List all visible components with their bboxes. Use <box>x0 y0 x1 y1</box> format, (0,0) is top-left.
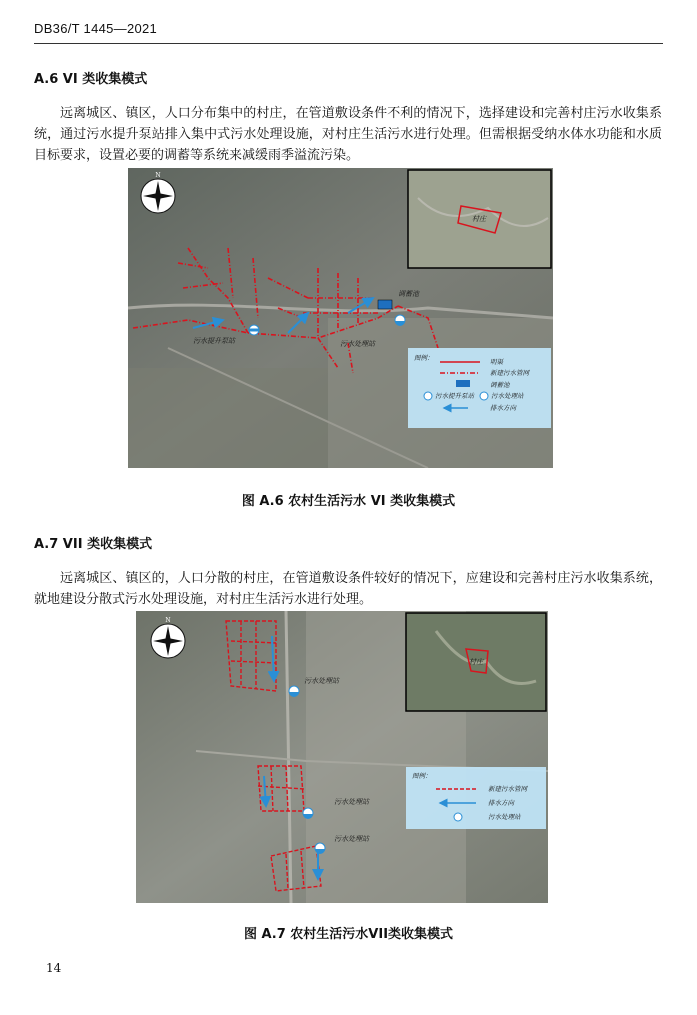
figure-a6-map <box>128 168 553 468</box>
svg-text:调蓄池: 调蓄池 <box>490 381 510 389</box>
pump-label: 污水提升泵站 <box>193 337 235 345</box>
figure-a7-caption: 图 A.7 农村生活污水VII类收集模式 <box>243 927 454 942</box>
svg-text:排水方向: 排水方向 <box>490 404 516 412</box>
svg-text:村庄: 村庄 <box>469 658 483 666</box>
svg-text:污水处理站: 污水处理站 <box>488 813 521 821</box>
inset-map <box>406 613 546 711</box>
storage-label: 调蓄池 <box>398 290 419 298</box>
svg-text:图例：: 图例： <box>414 354 434 362</box>
svg-text:N: N <box>165 617 171 624</box>
figure-a6-caption: 图 A.6 农村生活污水 VI 类收集模式 <box>241 494 456 509</box>
treatment-plant-icon <box>395 315 405 326</box>
pump-station-icon <box>249 325 259 335</box>
svg-text:新建污水管网: 新建污水管网 <box>488 785 527 793</box>
treatment-plant-icon-2 <box>303 808 313 819</box>
document-code: DB36/T 1445—2021 <box>34 21 158 36</box>
treatment-plant-icon-1 <box>289 686 299 697</box>
svg-text:新建污水管网: 新建污水管网 <box>490 369 529 377</box>
plant-label-3: 污水处理站 <box>334 835 369 843</box>
legend-a6 <box>408 348 551 428</box>
svg-text:污水提升泵站: 污水提升泵站 <box>435 392 474 400</box>
section-heading-a7: A.7 VII 类收集模式 <box>34 537 153 552</box>
plant-label-1: 污水处理站 <box>304 677 339 685</box>
plant-label-2: 污水处理站 <box>334 798 369 806</box>
storage-pool-icon <box>378 300 392 309</box>
svg-text:N: N <box>155 172 161 179</box>
svg-text:图例：: 图例： <box>412 772 432 780</box>
header-rule <box>34 43 663 44</box>
legend-a7 <box>406 767 546 829</box>
section-paragraph-a6: 远离城区、镇区，人口分布集中的村庄，在管道敷设条件不利的情况下，选择建设和完善村庄污水收集系统，通过污水提升泵站排入集中式污水处理设施，对村庄生活污水进行处理。但需根据受纳水体水功能和水质目标要求，设置必要的调蓄等系统来减缓雨季溢流污染。 <box>34 106 662 163</box>
section-heading-a6: A.6 VI 类收集模式 <box>34 72 148 87</box>
section-paragraph-a7: 远离城区、镇区的，人口分散的村庄，在管道敷设条件较好的情况下，应建设和完善村庄污水收集系统，就地建设分散式污水处理设施，对村庄生活污水进行处理。 <box>34 571 662 607</box>
inset-map <box>408 170 551 268</box>
svg-text:村庄: 村庄 <box>472 215 486 223</box>
svg-text:排水方向: 排水方向 <box>488 799 514 807</box>
page-number: 14 <box>46 961 62 975</box>
svg-text:污水处理站: 污水处理站 <box>491 392 524 400</box>
svg-text:明渠: 明渠 <box>490 358 503 366</box>
figure-a7-map <box>136 611 548 903</box>
plant-label: 污水处理站 <box>340 340 375 348</box>
treatment-plant-icon-3 <box>315 843 325 854</box>
